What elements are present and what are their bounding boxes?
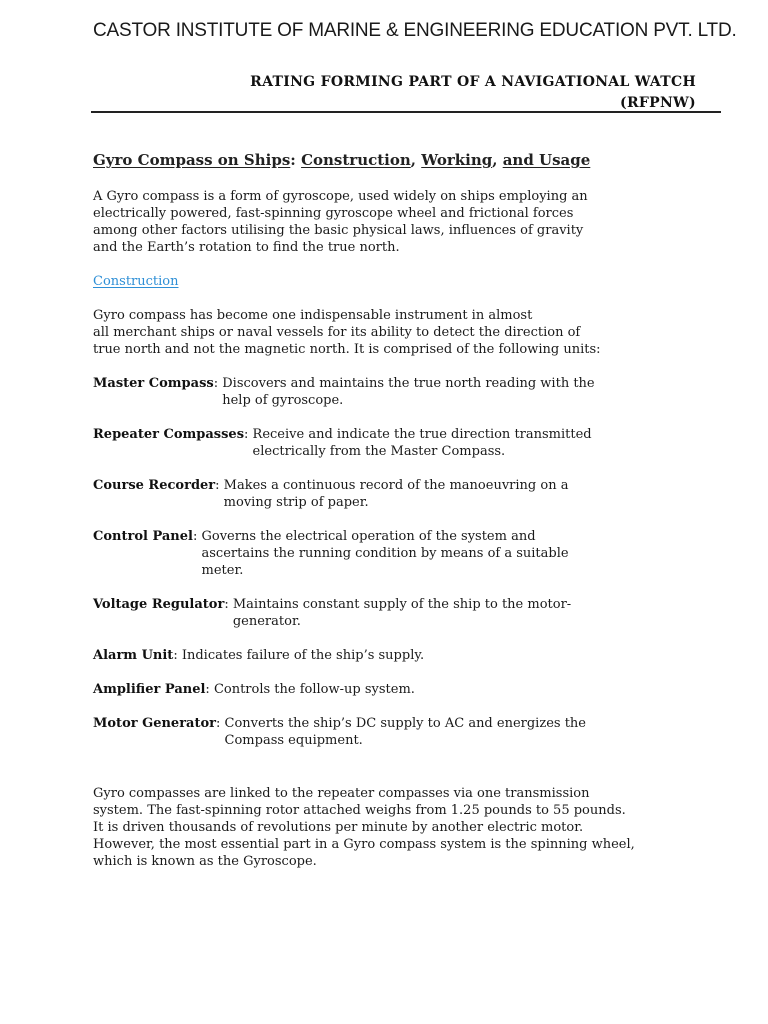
course-title: [250, 72, 696, 114]
construction-paragraph: Gyro compass has become one indispensable instrument in almost all merchant ships or naval vessels for its ability to detect the direction of true north and not the magnetic north. It is comprised of the following units:: [93, 308, 601, 357]
unit-item: [93, 715, 733, 749]
unit-label: Control Panel: [93, 529, 193, 544]
unit-label: Master Compass: [93, 376, 214, 391]
unit-label: Amplifier Panel: [93, 682, 206, 697]
unit-item: [93, 647, 733, 664]
construction-link[interactable]: Construction: [93, 274, 179, 289]
article-body: [93, 152, 733, 870]
title-part-construction: Construction: [301, 151, 411, 169]
institute-header: CASTOR INSTITUTE OF MARINE & ENGINEERING EDUCATION PVT. LTD.: [93, 20, 737, 41]
unit-item: [93, 596, 733, 630]
article-title: [93, 152, 733, 169]
unit-item: [93, 426, 733, 460]
unit-separator: :: [224, 597, 233, 612]
unit-description: Makes a continuous record of the manoeuvring on a moving strip of paper.: [223, 478, 569, 510]
unit-separator: :: [205, 682, 214, 697]
unit-description: Indicates failure of the ship’s supply.: [181, 648, 425, 663]
unit-separator: :: [213, 376, 223, 391]
title-part-working: Working: [421, 151, 493, 169]
title-part-topic: Gyro Compass on Ships: [93, 151, 291, 169]
unit-label: Voltage Regulator: [93, 597, 225, 612]
unit-description: Discovers and maintains the true north reading with the help of gyroscope.: [222, 376, 595, 408]
course-title-line1: RATING FORMING PART OF A NAVIGATIONAL WATCH: [250, 74, 696, 90]
unit-item: [93, 375, 733, 409]
unit-separator: :: [192, 529, 202, 544]
unit-label: Motor Generator: [93, 716, 217, 731]
unit-separator: :: [244, 427, 253, 442]
title-part-usage: and Usage: [502, 151, 591, 169]
units-list: [93, 375, 733, 749]
title-sep-1: :: [290, 151, 302, 169]
unit-label: Course Recorder: [93, 478, 216, 493]
unit-description: Governs the electrical operation of the system and ascertains the running condition by means of a suitable meter.: [201, 529, 569, 578]
title-sep-3: ,: [492, 151, 503, 169]
unit-description: Converts the ship’s DC supply to AC and energizes the Compass equipment.: [224, 716, 586, 748]
header-divider: [91, 111, 721, 113]
unit-description: Receive and indicate the true direction transmitted electrically from the Master Compass.: [252, 427, 592, 459]
intro-paragraph: A Gyro compass is a form of gyroscope, used widely on ships employing an electrically powered, fast-spinning gyroscope wheel and frictional forces among other factors utilising the basic physical laws, influences of gravity and the Earth’s rotation to find the true north.: [93, 189, 588, 255]
closing-paragraph: Gyro compasses are linked to the repeater compasses via one transmission system. The fast-spinning rotor attached weighs from 1.25 pounds to 55 pounds. It is driven thousands of revolutions per minute by another electric motor. However, the most essential part in a Gyro compass system is the spinning wheel, which is known as the Gyroscope.: [93, 786, 635, 869]
course-title-abbr: (RFPNW): [620, 95, 696, 111]
unit-item: [93, 681, 733, 698]
unit-description: Controls the follow-up system.: [213, 682, 415, 697]
unit-item: [93, 477, 733, 511]
unit-separator: :: [173, 648, 182, 663]
unit-separator: :: [216, 716, 225, 731]
unit-separator: :: [215, 478, 224, 493]
unit-label: Repeater Compasses: [93, 427, 245, 442]
unit-label: Alarm Unit: [93, 648, 174, 663]
title-sep-2: ,: [410, 151, 422, 169]
unit-description: Maintains constant supply of the ship to the motor- generator.: [232, 597, 572, 629]
unit-item: [93, 528, 733, 579]
